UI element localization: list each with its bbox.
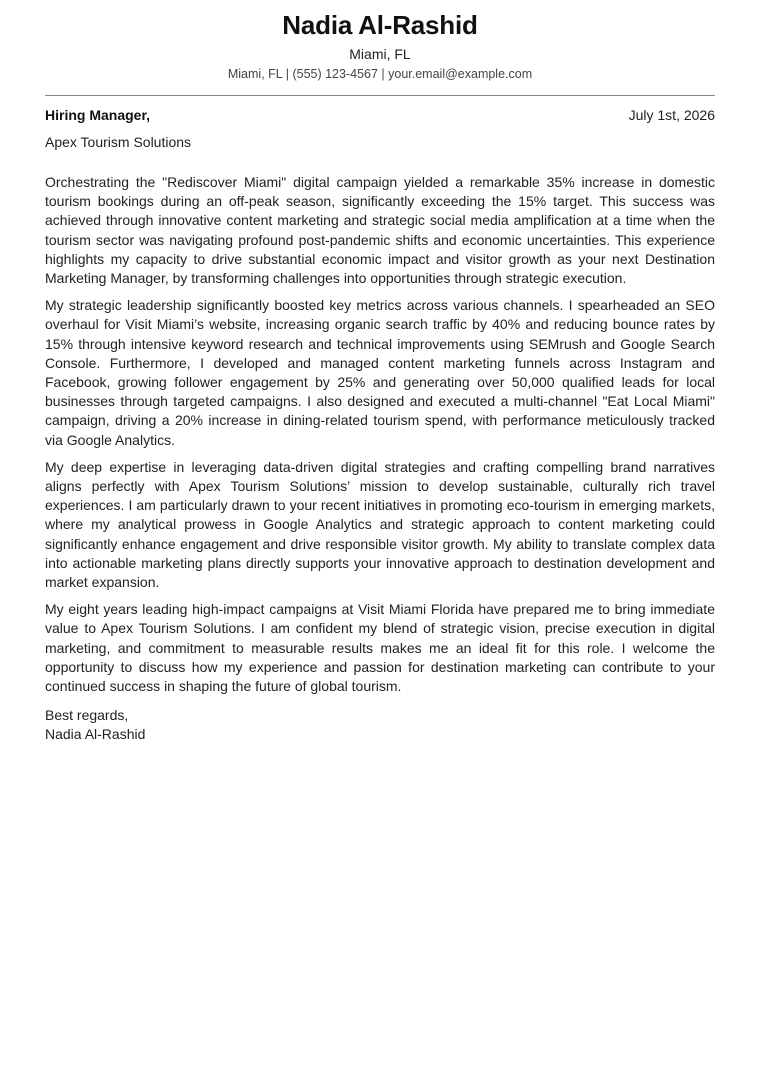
body-paragraph: Orchestrating the "Rediscover Miami" digital campaign yielded a remarkable 35% increase in domestic tourism bookings during an off-peak season, significantly exceeding the 15% target. This success was achieved through innovative content marketing and strategic social media amplification at a time when the tourism sector was navigating profound post-pandemic shifts and economic uncertainties. This experience highlights my capacity to drive substantial economic impact and visitor growth as your next Destination Marketing Manager, by transforming challenges into opportunities through strategic execution. [45, 174, 715, 287]
body-paragraph: My deep expertise in leveraging data-driven digital strategies and crafting compelling brand narratives aligns perfectly with Apex Tourism Solutions’ mission to develop sustainable, culturally rich travel experiences. I am particularly drawn to your recent initiatives in promoting eco-tourism in emerging markets, where my analytical prowess in Google Analytics and strategic approach to content marketing could significantly enhance engagement and drive responsible visitor growth. My ability to translate complex data into actionable marketing plans directly supports your innovative approach to destination development and market expansion. [45, 458, 715, 591]
applicant-name: Nadia Al-Rashid [282, 10, 478, 40]
recipient-salutation: Hiring Manager, [45, 107, 151, 123]
closing-phrase: Best regards, [45, 707, 129, 724]
header-divider [45, 95, 715, 96]
letter-closing [45, 706, 715, 744]
recipient-date-row [45, 106, 715, 124]
body-paragraph: My eight years leading high-impact campaigns at Visit Miami Florida have prepared me to bring immediate value to Apex Tourism Solutions. I am confident my blend of strategic vision, precise execution in digital marketing, and commitment to measurable results makes me an ideal fit for this role. I welcome the opportunity to discuss how my experience and passion for destination marketing can contribute to your continued success in shaping the future of global tourism. [45, 601, 715, 695]
letter-header [45, 0, 715, 82]
letter-body [45, 173, 715, 696]
recipient-company: Apex Tourism Solutions [45, 134, 192, 150]
applicant-contact-line: Miami, FL | (555) 123-4567 | your.email@example.com [227, 67, 533, 81]
signature-name: Nadia Al-Rashid [45, 726, 146, 743]
letter-date: July 1st, 2026 [628, 107, 715, 123]
applicant-location: Miami, FL [349, 46, 411, 62]
body-paragraph: My strategic leadership significantly boosted key metrics across various channels. I spearheaded an SEO overhaul for Visit Miami’s website, increasing organic search traffic by 40% and reducing bounce rates by 15% through intensive keyword research and technical improvements using SEMrush and Google Search Console. Furthermore, I developed and managed content marketing funnels across Instagram and Facebook, growing follower engagement by 25% and generating over 50,000 qualified leads for local businesses through targeted campaigns. I also designed and executed a multi-channel "Eat Local Miami" campaign, driving a 20% increase in dining-related tourism spend, with performance meticulously tracked via Google Analytics. [45, 297, 715, 448]
